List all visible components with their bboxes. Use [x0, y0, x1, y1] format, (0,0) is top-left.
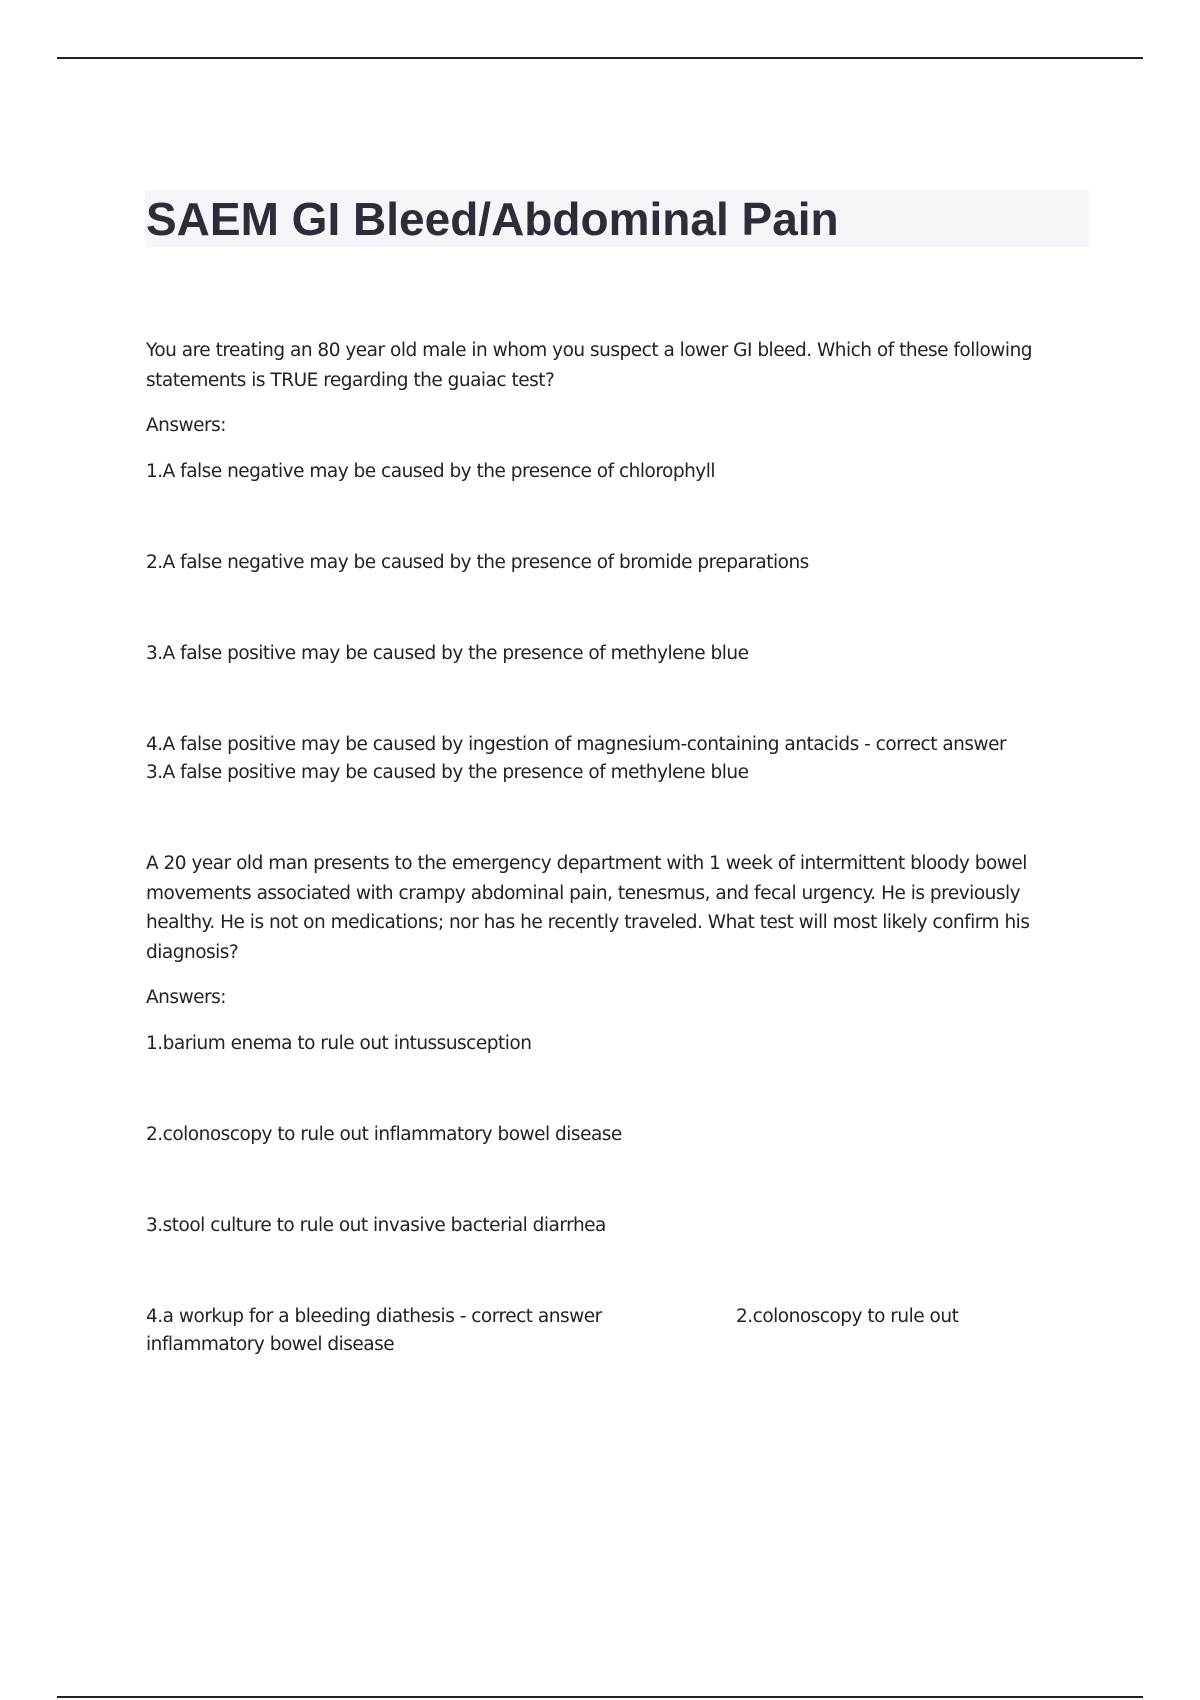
document-title: SAEM GI Bleed/Abdominal Pain	[146, 193, 839, 245]
question-2-option-1: 1.barium enema to rule out intussusception	[146, 1033, 532, 1054]
question-1-option-4: 4.A false positive may be caused by ingestion of magnesium-containing antacids - correct answer	[146, 734, 1007, 755]
header-rule	[57, 57, 1143, 59]
question-2-prompt-line-2: movements associated with crampy abdominal pain, tenesmus, and fecal urgency. He is previously	[146, 883, 1021, 904]
question-1-correct-answer: 3.A false positive may be caused by the presence of methylene blue	[146, 762, 749, 783]
question-2-option-2: 2.colonoscopy to rule out inflammatory bowel disease	[146, 1124, 622, 1145]
question-2-answers-label: Answers:	[146, 987, 227, 1008]
question-1-option-1: 1.A false negative may be caused by the presence of chlorophyll	[146, 461, 716, 482]
footer-rule	[57, 1696, 1143, 1698]
question-2-prompt-line-1: A 20 year old man presents to the emergency department with 1 week of intermittent bloody bowel	[146, 853, 1027, 874]
question-1-option-3: 3.A false positive may be caused by the presence of methylene blue	[146, 643, 749, 664]
question-2-option-3: 3.stool culture to rule out invasive bacterial diarrhea	[146, 1215, 606, 1236]
question-2-option-4: 4.a workup for a bleeding diathesis - correct answer	[146, 1306, 602, 1327]
question-1-answers-label: Answers:	[146, 415, 227, 436]
question-1-prompt-line-1: You are treating an 80 year old male in whom you suspect a lower GI bleed. Which of these following	[146, 340, 1033, 361]
question-2-correct-answer-part-1: 2.colonoscopy to rule out	[736, 1306, 959, 1327]
question-2-correct-answer-part-2: inflammatory bowel disease	[146, 1334, 395, 1355]
question-1-prompt-line-2: statements is TRUE regarding the guaiac test?	[146, 370, 555, 391]
question-2-prompt-line-4: diagnosis?	[146, 942, 239, 963]
question-1-option-2: 2.A false negative may be caused by the presence of bromide preparations	[146, 552, 809, 573]
question-2-prompt-line-3: healthy. He is not on medications; nor has he recently traveled. What test will most likely confirm his	[146, 912, 1030, 933]
